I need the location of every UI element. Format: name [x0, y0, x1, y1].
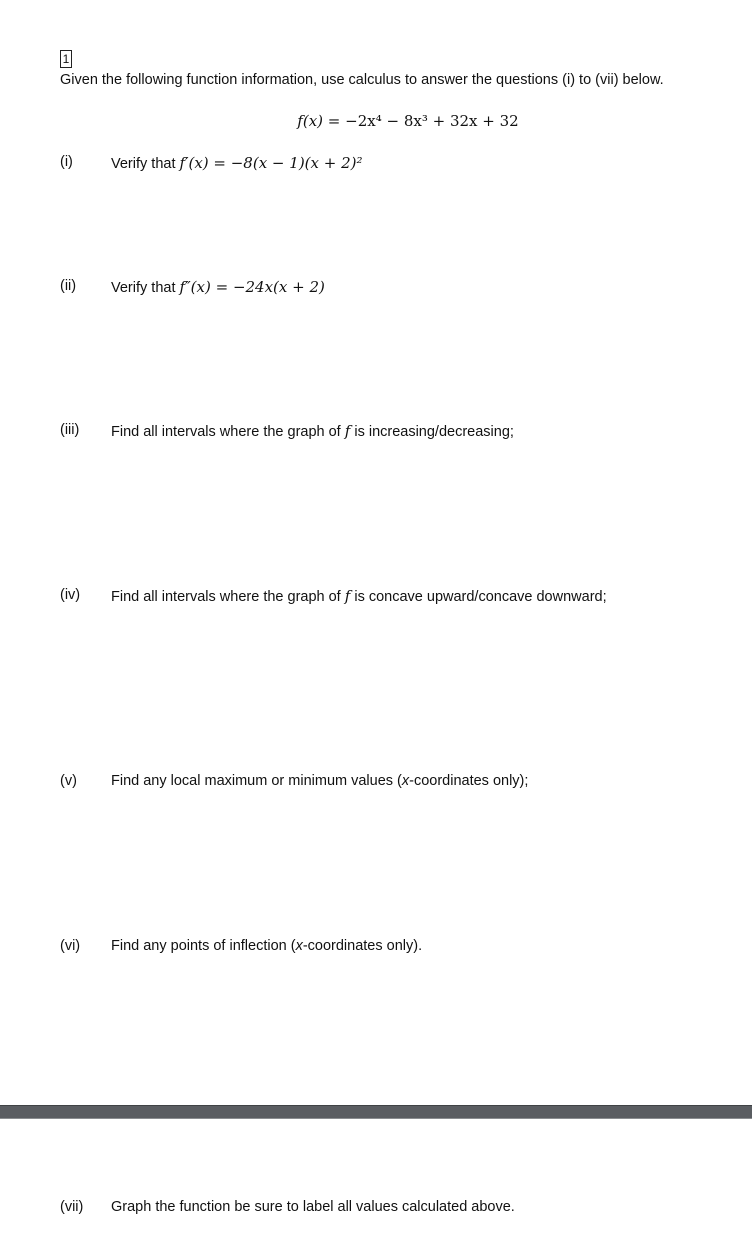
question-text-a: Find any local maximum or minimum values (: [111, 773, 402, 789]
question-text-b: is increasing/decreasing;: [350, 424, 514, 440]
function-definition: [0, 112, 752, 130]
function-rhs: = −2x⁴ − 8x³ + 32x + 32: [327, 112, 519, 130]
function-lhs: f(x): [297, 112, 324, 130]
question-text: [111, 422, 514, 440]
question-label: (v): [60, 773, 77, 789]
page-break-separator: [0, 1105, 752, 1119]
question-prefix: Verify that: [111, 156, 180, 172]
variable-x: x: [401, 773, 410, 789]
question-text-b: -coordinates only).: [302, 938, 423, 954]
question-text: [111, 278, 325, 296]
question-number-box: 1: [60, 50, 72, 68]
question-label: (vii): [60, 1199, 84, 1215]
variable-f: f: [344, 587, 351, 605]
variable-x: x: [295, 938, 303, 954]
question-label: (iv): [60, 587, 81, 603]
second-derivative-expression: f″(x) = −24x(x + 2): [179, 278, 325, 296]
question-text: [111, 938, 422, 954]
question-text-a: Find any points of inflection (: [111, 938, 296, 954]
question-label: (ii): [60, 278, 77, 294]
variable-f: f: [344, 422, 351, 440]
document-page-2: [0, 1119, 752, 1250]
question-text-b: -coordinates only);: [409, 773, 529, 789]
question-text: Graph the function be sure to label all values calculated above.: [111, 1199, 515, 1215]
intro-text: Given the following function information, use calculus to answer the questions (i) to (vii) below.: [60, 72, 664, 88]
question-text-b: is concave upward/concave downward;: [350, 589, 607, 605]
question-text: [111, 587, 607, 605]
derivative-expression: f′(x) = −8(x − 1)(x + 2)²: [179, 154, 363, 172]
question-text-a: Find all intervals where the graph of: [111, 424, 345, 440]
question-label: (vi): [60, 938, 81, 954]
question-label: (i): [60, 154, 73, 170]
question-label: (iii): [60, 422, 80, 438]
question-text-a: Find all intervals where the graph of: [111, 589, 345, 605]
question-text: [111, 154, 363, 172]
question-text: [111, 773, 528, 789]
question-prefix: Verify that: [111, 280, 180, 296]
